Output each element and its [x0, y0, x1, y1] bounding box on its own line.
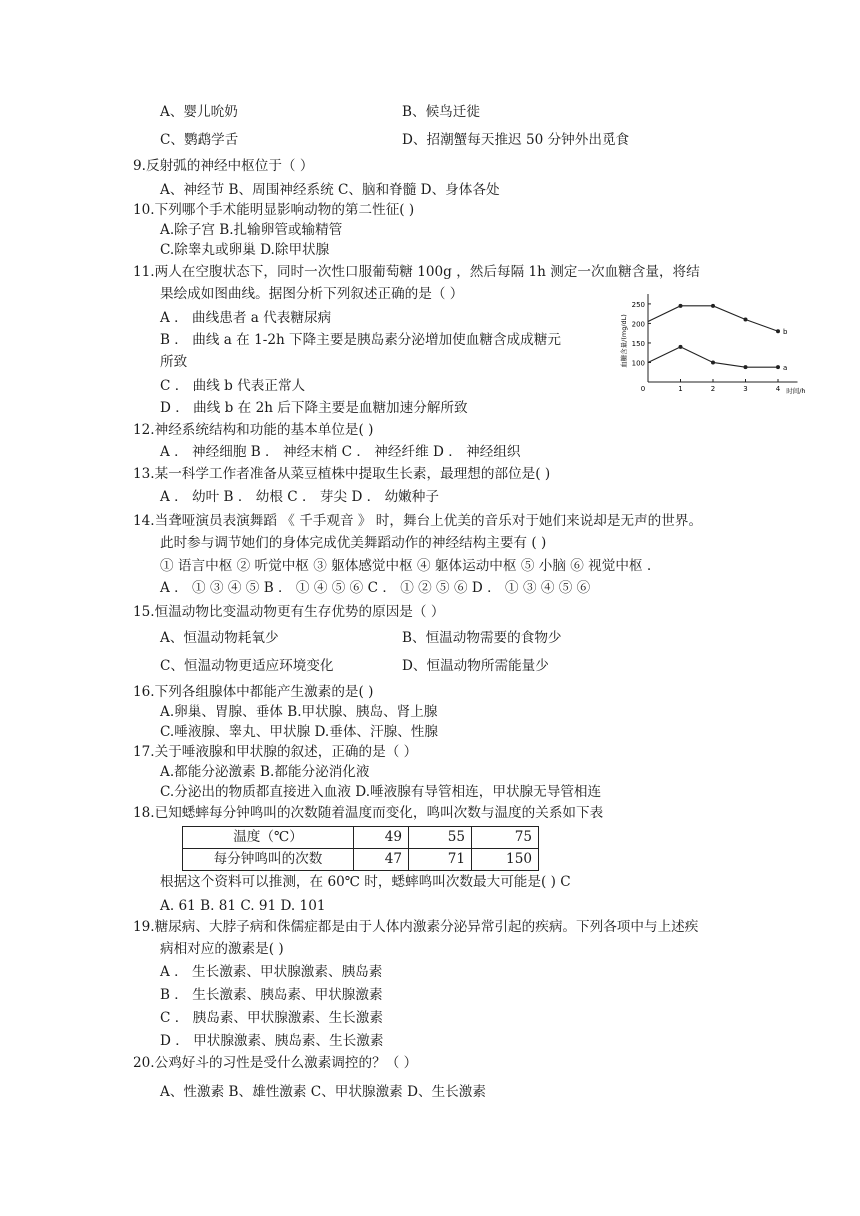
text-line: 病相对应的激素是( ): [160, 941, 284, 957]
text-line: 12.神经系统结构和功能的基本单位是( ): [133, 422, 374, 438]
text-line: 根据这个资料可以推测，在 60℃ 时，蟋蟀鸣叫次数最大可能是( ) C: [160, 874, 571, 890]
text-line: C、恒温动物更适应环境变化: [160, 658, 334, 674]
blood-sugar-chart: [608, 290, 808, 396]
text-line: 果绘成如图曲线。据图分析下列叙述正确的是（ ）: [160, 286, 464, 302]
text-line: A.除子宫 B.扎输卵管或输精管: [160, 222, 343, 238]
text-line: B ． 曲线 a 在 1-2h 下降主要是胰岛素分泌增加使血糖含成成糖元: [160, 332, 561, 348]
y-tick-label: 100: [631, 359, 645, 368]
text-line: D ． 甲状腺激素、胰岛素、生长激素: [160, 1033, 384, 1049]
data-point-a: [744, 365, 748, 369]
text-line: A. 61 B. 81 C. 91 D. 101: [160, 898, 326, 914]
table-row: [183, 849, 539, 871]
y-axis-label: 血糖含量/(mg/dL): [620, 314, 628, 368]
series-label-a: a: [783, 364, 788, 373]
series-label-b: b: [783, 328, 788, 337]
data-point-b: [744, 318, 748, 322]
series-line-b: [648, 306, 778, 331]
table-header-chirps: 每分钟鸣叫的次数: [183, 849, 354, 871]
text-line: D ． 曲线 b 在 2h 后下降主要是血糖加速分解所致: [160, 400, 468, 416]
y-tick-label: 150: [631, 339, 645, 348]
text-line: 18.已知蟋蟀每分钟鸣叫的次数随着温度而变化，鸣叫次数与温度的关系如下表: [133, 805, 604, 821]
text-line: 10.下列哪个手术能明显影响动物的第二性征( ): [133, 202, 415, 218]
text-line: 16.下列各组腺体中都能产生激素的是( ): [133, 684, 374, 700]
text-line: 14.当聋哑演员表演舞蹈 《 千手观音 》 时，舞台上优美的音乐对于她们来说却是无声的世界。: [133, 513, 703, 529]
text-line: 所致: [160, 354, 188, 370]
text-line: A.都能分泌激素 B.都能分泌消化液: [160, 764, 370, 780]
y-tick-label: 200: [631, 320, 645, 329]
table-cell: 47: [354, 849, 409, 871]
table-row: [183, 827, 539, 849]
x-tick-label: 3: [743, 385, 748, 393]
text-line: A、恒温动物耗氧少: [160, 630, 279, 646]
text-line: 17.关于唾液腺和甲状腺的叙述，正确的是（ ）: [133, 744, 418, 760]
data-point-a: [679, 345, 683, 349]
x-axis-label: 时间/h: [786, 387, 806, 395]
data-point-b: [679, 304, 683, 308]
table-cell: 75: [472, 827, 539, 849]
text-line: B ． 生长激素、胰岛素、甲状腺激素: [160, 987, 383, 1003]
table-cell: 71: [409, 849, 472, 871]
text-line: A、婴儿吮奶: [160, 104, 238, 120]
text-line: A ． 生长激素、甲状腺激素、胰岛素: [160, 964, 383, 980]
text-line: A、性激素 B、雄性激素 C、甲状腺激素 D、生长激素: [160, 1084, 486, 1100]
text-line: A ． 神经细胞 B ． 神经末梢 C ． 神经纤维 D ． 神经组织: [160, 444, 521, 460]
text-line: C、鹦鹉学舌: [160, 132, 239, 148]
text-line: A、神经节 B、周围神经系统 C、脑和脊髓 D、身体各处: [160, 182, 500, 198]
table-cell: 55: [409, 827, 472, 849]
text-line: 9.反射弧的神经中枢位于（ ）: [133, 158, 314, 174]
table-cell: 150: [472, 849, 539, 871]
text-line: C.分泌出的物质都直接进入血液 D.唾液腺有导管相连，甲状腺无导管相连: [160, 784, 602, 800]
text-line: 19.糖尿病、大脖子病和侏儒症都是由于人体内激素分泌异常引起的疾病。下列各项中与上述疾: [133, 919, 699, 935]
text-line: ① 语言中枢 ② 听觉中枢 ③ 躯体感觉中枢 ④ 躯体运动中枢 ⑤ 小脑 ⑥ 视觉中枢 .: [160, 558, 652, 574]
data-point-a: [776, 365, 780, 369]
text-line: C ． 曲线 b 代表正常人: [160, 378, 306, 394]
text-line: A ． 曲线患者 a 代表糖尿病: [160, 310, 332, 326]
text-line: A ． 幼叶 B ． 幼根 C ． 芽尖 D ． 幼嫩种子: [160, 489, 439, 505]
data-point-b: [776, 329, 780, 333]
text-line: B、恒温动物需要的食物少: [402, 630, 562, 646]
text-line: D、招潮蟹每天推迟 50 分钟外出觅食: [402, 132, 630, 148]
x-tick-label: 0: [640, 385, 646, 393]
y-tick-label: 250: [631, 300, 645, 309]
text-line: C.除睾丸或卵巢 D.除甲状腺: [160, 242, 330, 258]
data-point-a: [711, 360, 715, 364]
text-line: C.唾液腺、睾丸、甲状腺 D.垂体、汗腺、性腺: [160, 724, 438, 740]
text-line: 13.某一科学工作者准备从菜豆植株中提取生长素，最理想的部位是( ): [133, 466, 551, 482]
text-line: 此时参与调节她们的身体完成优美舞蹈动作的神经结构主要有 ( ): [160, 535, 547, 551]
data-point-b: [711, 304, 715, 308]
text-line: B、候鸟迁徙: [402, 104, 480, 120]
table-cell: 49: [354, 827, 409, 849]
text-line: 15.恒温动物比变温动物更有生存优势的原因是（ ）: [133, 604, 445, 620]
text-line: 11.两人在空腹状态下，同时一次性口服葡萄糖 100g ，然后每隔 1h 测定一次血糖含量，将结: [133, 264, 700, 280]
cricket-chirp-table: [182, 826, 539, 871]
text-line: 20.公鸡好斗的习性是受什么激素调控的？（ ）: [133, 1055, 418, 1071]
text-line: C ． 胰岛素、甲状腺激素、生长激素: [160, 1010, 383, 1026]
table-header-temperature: 温度（℃）: [183, 827, 354, 849]
x-tick-label: 1: [678, 385, 683, 393]
x-tick-label: 2: [710, 385, 716, 393]
text-line: A ． ① ③ ④ ⑤ B ． ① ④ ⑤ ⑥ C ． ① ② ⑤ ⑥ D ． ① ③ ④ ⑤ ⑥: [160, 580, 591, 596]
x-tick-label: 4: [775, 385, 781, 393]
text-line: D、恒温动物所需能量少: [402, 658, 549, 674]
text-line: A.卵巢、胃腺、垂体 B.甲状腺、胰岛、肾上腺: [160, 704, 438, 720]
